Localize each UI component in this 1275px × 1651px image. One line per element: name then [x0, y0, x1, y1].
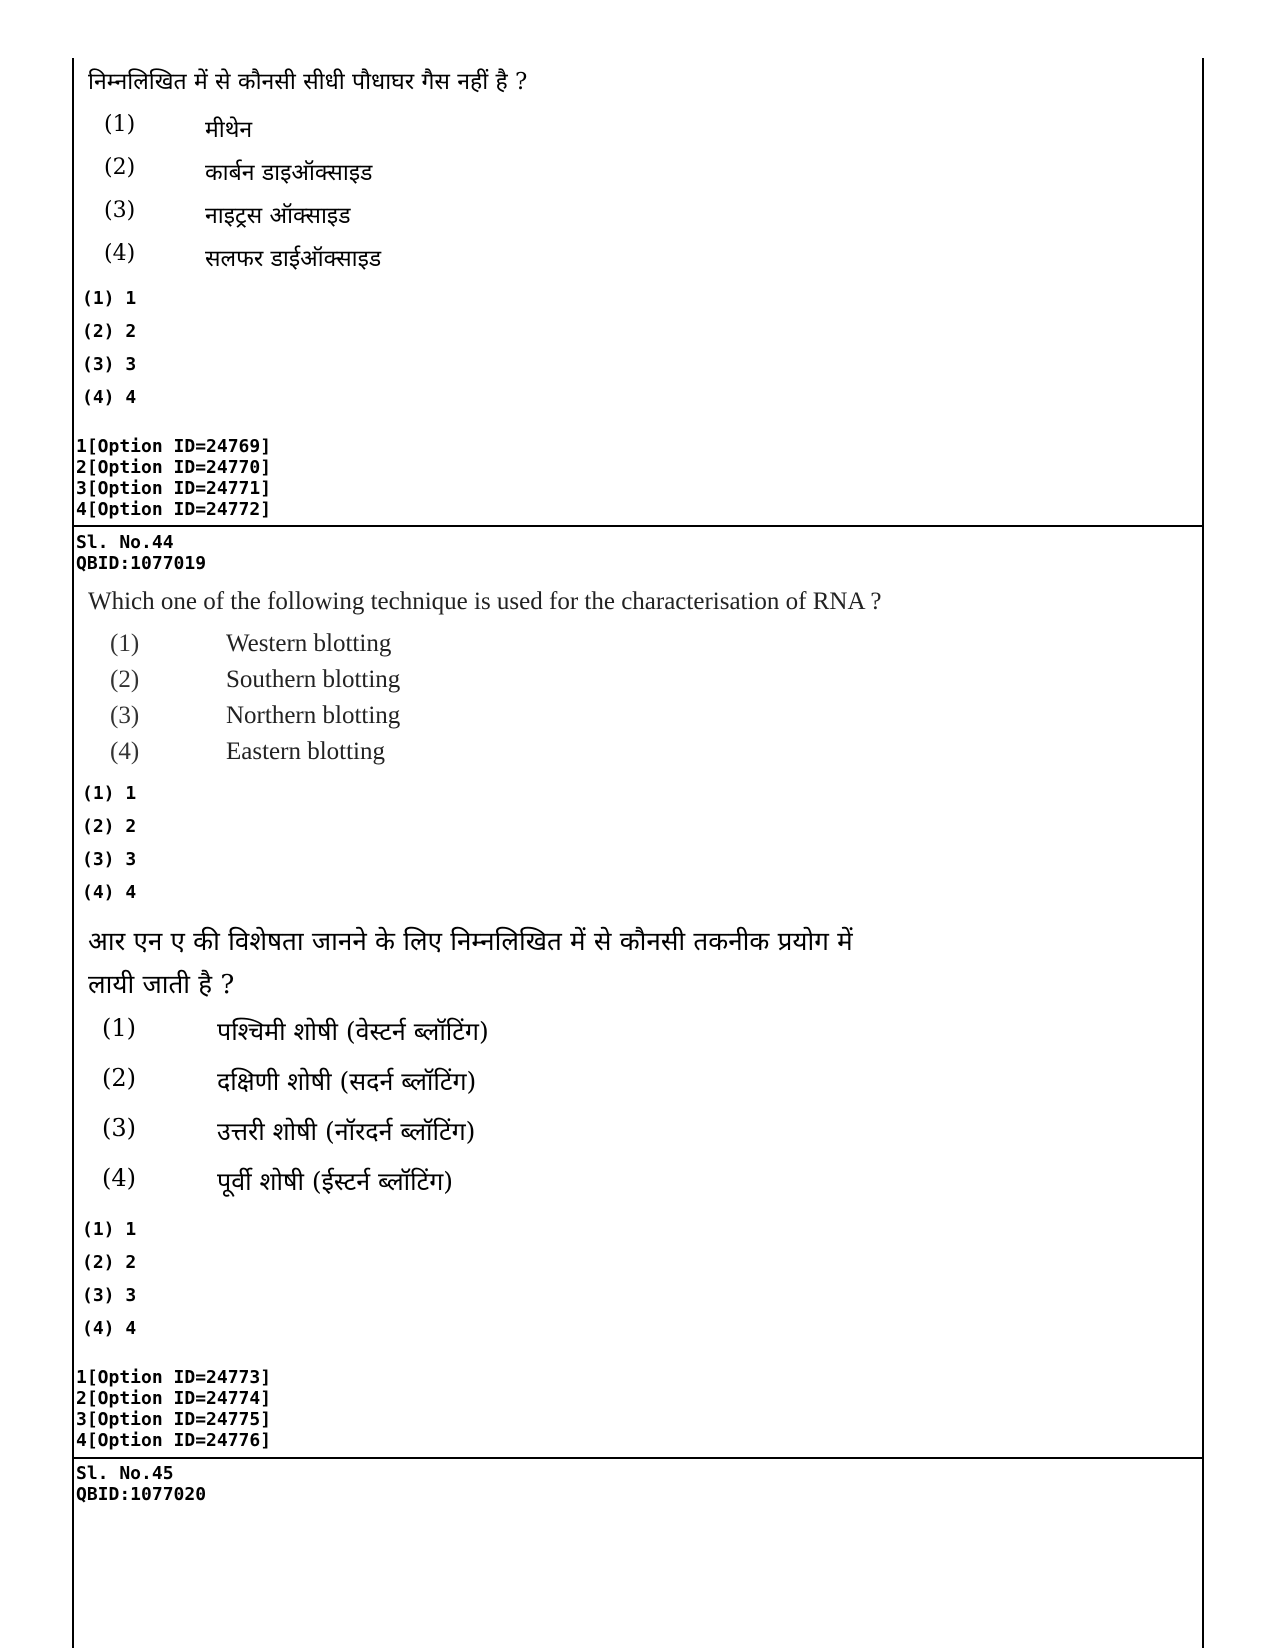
q44-english-option-2-text: Southern blotting [226, 666, 401, 693]
q43-hindi-option-3-text: नाइट्रस ऑक्साइड [205, 203, 351, 229]
q44-english-option-3-number: (3) [110, 702, 140, 729]
q43-option-id-3: 3[Option ID=24771] [76, 478, 272, 499]
q44-hindi-option-3-number: (3) [102, 1114, 136, 1142]
q43-hindi-option-4-text: सलफर डाईऑक्साइड [205, 246, 382, 272]
q43-answer-1: (1) 1 [82, 288, 137, 309]
q44-english-option-2-number: (2) [110, 666, 140, 693]
q43-hindi-option-1-text: मीथेन [205, 117, 253, 143]
q43-option-id-1: 1[Option ID=24769] [76, 436, 272, 457]
q44-english-question: Which one of the following technique is used for the characterisation of RNA ? [88, 588, 882, 615]
q43-answer-2: (2) 2 [82, 321, 137, 342]
q44-hindi-option-2-number: (2) [102, 1064, 136, 1092]
q44-hindi-question-line-2: लायी जाती है ? [88, 970, 235, 1000]
q43-hindi-option-2-number: (2) [104, 155, 136, 180]
q44-english-option-1-number: (1) [110, 630, 140, 657]
q43-option-id-4: 4[Option ID=24772] [76, 499, 272, 520]
q44-option-id-3: 3[Option ID=24775] [76, 1409, 272, 1430]
q44-answer-hi-2: (2) 2 [82, 1252, 137, 1273]
q45-qbid: QBID:1077020 [76, 1484, 207, 1505]
q43-option-id-2: 2[Option ID=24770] [76, 457, 272, 478]
q43-hindi-option-3-number: (3) [104, 198, 136, 223]
q44-hindi-option-1-text: पश्चिमी शोषी (वेस्टर्न ब्लॉटिंग) [217, 1017, 489, 1046]
q44-hindi-option-4-text: पूर्वी शोषी (ईस्टर्न ब्लॉटिंग) [217, 1167, 454, 1196]
q43-answer-3: (3) 3 [82, 354, 137, 375]
q44-english-option-1-text: Western blotting [226, 630, 392, 657]
q44-option-id-4: 4[Option ID=24776] [76, 1430, 272, 1451]
q43-hindi-option-1-number: (1) [104, 112, 136, 137]
q43-hindi-question: निम्नलिखित में से कौनसी सीधी पौधाघर गैस नहीं है ? [88, 69, 528, 95]
divider-q44 [72, 525, 1204, 527]
q44-serial-number: Sl. No.44 [76, 532, 174, 553]
q44-hindi-option-2-text: दक्षिणी शोषी (सदर्न ब्लॉटिंग) [217, 1067, 477, 1096]
divider-q45 [72, 1457, 1204, 1459]
q44-answer-en-2: (2) 2 [82, 816, 137, 837]
q44-english-option-3-text: Northern blotting [226, 702, 401, 729]
q44-answer-hi-4: (4) 4 [82, 1318, 137, 1339]
q43-answer-4: (4) 4 [82, 387, 137, 408]
q44-answer-en-1: (1) 1 [82, 783, 137, 804]
q43-hindi-option-4-number: (4) [104, 241, 136, 266]
q44-answer-en-4: (4) 4 [82, 882, 137, 903]
q44-qbid: QBID:1077019 [76, 553, 207, 574]
q44-answer-en-3: (3) 3 [82, 849, 137, 870]
q45-serial-number: Sl. No.45 [76, 1463, 174, 1484]
q44-hindi-option-1-number: (1) [102, 1014, 136, 1042]
q44-option-id-2: 2[Option ID=24774] [76, 1388, 272, 1409]
q44-answer-hi-3: (3) 3 [82, 1285, 137, 1306]
q43-hindi-option-2-text: कार्बन डाइऑक्साइड [205, 160, 373, 186]
q44-answer-hi-1: (1) 1 [82, 1219, 137, 1240]
q44-hindi-question-line-1: आर एन ए की विशेषता जानने के लिए निम्नलिखित में से कौनसी तकनीक प्रयोग में [88, 927, 853, 957]
q44-hindi-option-3-text: उत्तरी शोषी (नॉरदर्न ब्लॉटिंग) [217, 1117, 476, 1146]
q44-english-option-4-number: (4) [110, 738, 140, 765]
q44-english-option-4-text: Eastern blotting [226, 738, 385, 765]
q44-hindi-option-4-number: (4) [102, 1164, 136, 1192]
q44-option-id-1: 1[Option ID=24773] [76, 1367, 272, 1388]
